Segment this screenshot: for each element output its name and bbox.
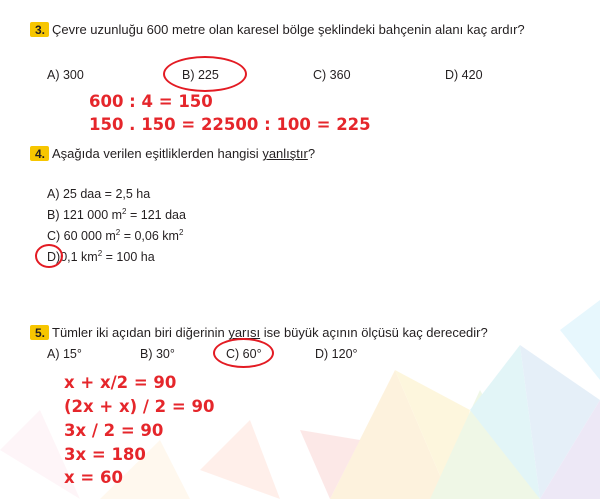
q3-work-line-1: 600 : 4 = 150 xyxy=(89,92,213,111)
answer-circle xyxy=(35,244,63,268)
q5-work-line-1: x + x/2 = 90 xyxy=(64,373,177,392)
question-3 xyxy=(30,22,525,37)
q5-work-line-2: (2x + x) / 2 = 90 xyxy=(64,397,215,416)
answer-circle xyxy=(163,56,247,92)
q3-work-line-2: 150 . 150 = 22500 : 100 = 225 xyxy=(89,115,371,134)
question-text: Tümler iki açıdan biri diğerinin xyxy=(52,325,229,340)
question-text-underlined: yanlıştır xyxy=(262,146,308,161)
q3-option-c[interactable]: C) 360 xyxy=(313,68,351,82)
question-4 xyxy=(30,146,315,161)
q5-option-a[interactable]: A) 15° xyxy=(47,347,82,361)
q5-work-line-4: 3x = 180 xyxy=(64,445,146,464)
superscript: 2 xyxy=(122,207,127,216)
superscript: 2 xyxy=(178,228,184,237)
q4-option-c[interactable] xyxy=(47,228,183,243)
q5-option-c[interactable]: C) 60° xyxy=(226,347,262,361)
question-text: Aşağıda verilen eşitliklerden hangisi xyxy=(52,146,263,161)
question-text-underlined: yarısı xyxy=(228,325,261,340)
question-5 xyxy=(30,325,488,340)
superscript: 2 xyxy=(97,249,103,258)
q5-option-d[interactable]: D) 120° xyxy=(315,347,358,361)
q5-option-b[interactable]: B) 30° xyxy=(140,347,175,361)
question-text-end: ise büyük açının ölçüsü kaç derecedir? xyxy=(260,325,488,340)
option-text: B) 121 000 m xyxy=(47,208,123,223)
superscript: 2 xyxy=(115,228,121,237)
q4-option-b[interactable] xyxy=(47,207,186,222)
answer-circle xyxy=(213,338,274,368)
q3-option-b[interactable]: B) 225 xyxy=(182,68,219,82)
option-text: C) 60 000 m xyxy=(47,229,116,244)
q4-option-a[interactable]: A) 25 daa = 2,5 ha xyxy=(47,187,151,201)
q4-option-d[interactable] xyxy=(47,249,155,264)
question-number-badge: 3. xyxy=(30,22,49,37)
q5-work-line-5: x = 60 xyxy=(64,468,123,487)
q3-option-a[interactable]: A) 300 xyxy=(47,68,84,82)
option-text: = 0,06 km xyxy=(120,229,179,244)
option-text: = 100 ha xyxy=(102,250,155,265)
option-text: 0,1 km xyxy=(60,250,98,265)
q5-work-line-3: 3x / 2 = 90 xyxy=(64,421,164,440)
question-number-badge: 4. xyxy=(30,146,49,161)
q3-option-d[interactable]: D) 420 xyxy=(445,68,483,82)
question-text: Çevre uzunluğu 600 metre olan karesel bölge şeklindeki bahçenin alanı kaç ardır? xyxy=(52,22,525,37)
question-number-badge: 5. xyxy=(30,325,49,340)
question-text-end: ? xyxy=(307,146,316,161)
option-text: = 121 daa xyxy=(126,208,186,223)
option-letter: D) xyxy=(47,250,61,265)
